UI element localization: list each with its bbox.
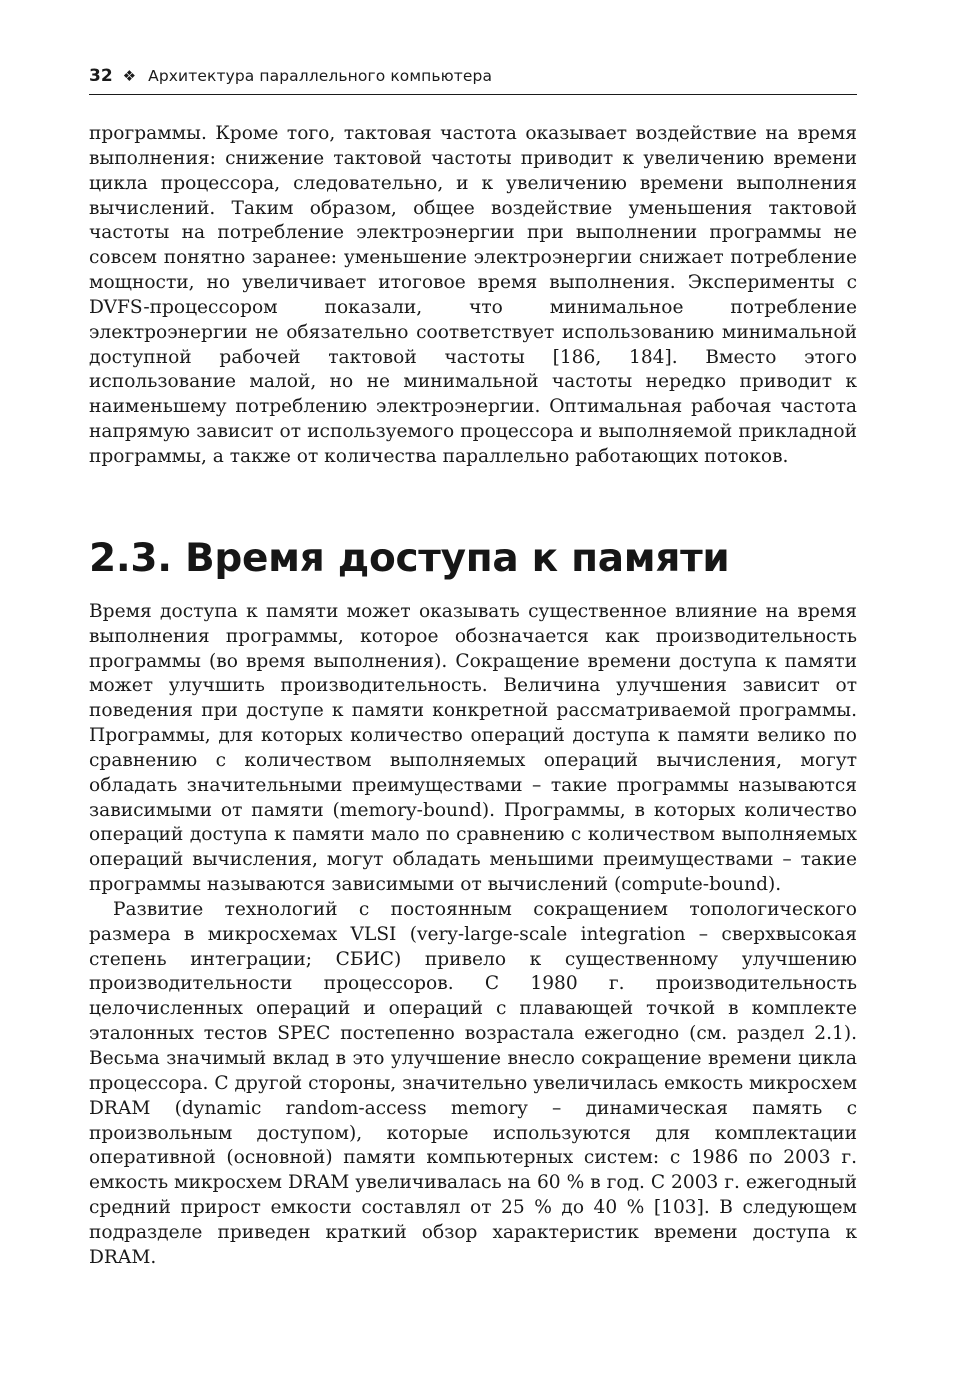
ornament-icon: ❖: [122, 67, 137, 85]
section-body: [89, 600, 857, 1271]
page-number: 32: [89, 66, 113, 86]
book-page: [89, 66, 857, 1271]
section-heading: 2.3. Время доступа к памяти: [89, 535, 730, 581]
section-paragraph-2: Развитие технологий с постоянным сокращением топологического размера в микросхемах VLSI (very-large-scale integration – сверхвысокая степень интеграции; СБИС) привело к существенному улучшению производительности процессоров. С 1980 г. производительность целочисленных операций и операций с плавающей точкой в комплекте эталонных тестов SPEC постепенно возрастала ежегодно (см. раздел 2.1). Весьма значимый вклад в это улучшение внесло сокращение времени цикла процессора. С другой стороны, значительно увеличилась емкость микросхем DRAM (dynamic random-access memory – динамическая память с произвольным доступом), которые используются для комплектации оперативной (основной) памяти компьютерных систем: с 1986 по 2003 г. емкость микросхем DRAM увеличивалась на 60 % в год. С 2003 г. ежегодный средний прирост емкости составлял от 25 % до 40 % [103]. В следующем подразделе приведен краткий обзор характеристик времени доступа к DRAM.: [89, 898, 857, 1268]
intro-paragraph: программы. Кроме того, тактовая частота оказывает воздействие на время выполнения: снижение тактовой частоты приводит к увеличению времени цикла процессора, следовательно, и к увеличению времени выполнения вычислений. Таким образом, общее воздействие уменьшения тактовой частоты на потребление электроэнергии при выполнении программы не совсем понятно заранее: уменьшение электроэнергии снижает потребление мощности, но увеличивает итоговое время выполнения. Эксперименты с DVFS-процессором показали, что минимальное потребление электроэнергии не обязательно соответствует использованию минимальной доступной рабочей тактовой частоты [186, 184]. Вместо этого использование малой, но не минимальной частоты нередко приводит к наименьшему потреблению электроэнергии. Оптимальная рабочая частота напрямую зависит от используемого процессора и выполняемой прикладной программы, а также от количества параллельно работающих потоков.: [89, 123, 857, 467]
running-title: Архитектура параллельного компьютера: [148, 67, 493, 85]
section-paragraph-1: Время доступа к памяти может оказывать существенное влияние на время выполнения программы, которое обозначается как производительность программы (во время выполнения). Сокращение времени доступа к памяти может улучшить производительность. Величина улучшения зависит от поведения при доступе к памяти конкретной рассматриваемой программы. Программы, для которых количество операций доступа к памяти велико по сравнению с количеством выполняемых операций вычисления, могут обладать значительными преимуществами – такие программы называются зависимыми от памяти (memory-bound). Программы, в которых количество операций доступа к памяти мало по сравнению с количеством выполняемых операций вычисления, могут обладать меньшими преимуществами – такие программы называются зависимыми от вычислений (compute-bound).: [89, 600, 857, 896]
running-header: [89, 66, 857, 95]
